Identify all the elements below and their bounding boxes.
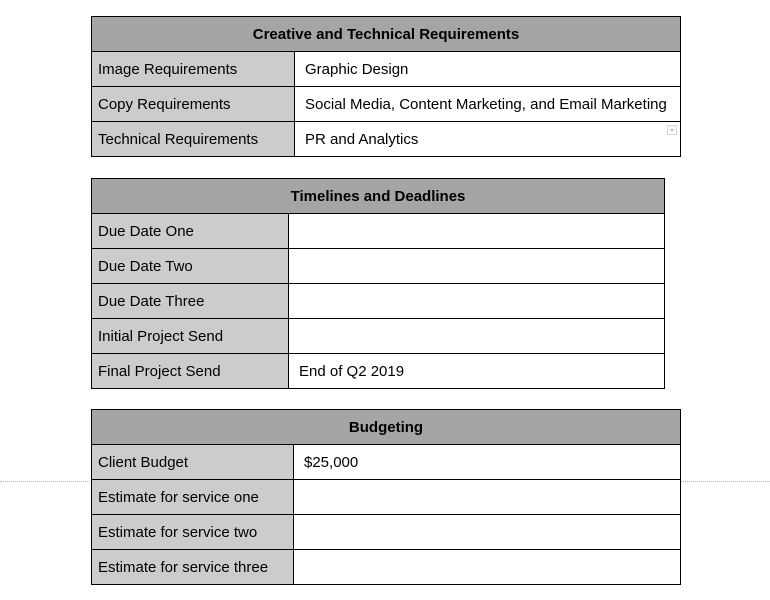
table-header-row xyxy=(92,17,681,52)
row-value[interactable]: Graphic Design xyxy=(295,52,681,87)
table-title[interactable]: Timelines and Deadlines xyxy=(92,179,665,214)
row-label[interactable]: Final Project Send xyxy=(92,354,289,389)
row-label[interactable]: Estimate for service one xyxy=(92,480,294,515)
row-label[interactable]: Technical Requirements xyxy=(92,122,295,157)
row-value: PR and Analytics xyxy=(305,130,419,148)
row-label[interactable]: Due Date Three xyxy=(92,284,289,319)
row-value-cell[interactable] xyxy=(295,122,681,157)
table-row xyxy=(92,515,681,550)
row-label[interactable]: Client Budget xyxy=(92,445,294,480)
row-label[interactable]: Image Requirements xyxy=(92,52,295,87)
row-value[interactable]: Social Media, Content Marketing, and Email Marketing xyxy=(295,87,681,122)
budgeting-table xyxy=(91,409,681,585)
table-row xyxy=(92,550,681,585)
row-label[interactable]: Due Date One xyxy=(92,214,289,249)
table-row xyxy=(92,480,681,515)
row-value[interactable] xyxy=(294,550,681,585)
row-label[interactable]: Due Date Two xyxy=(92,249,289,284)
row-value[interactable] xyxy=(289,319,665,354)
table-header-row xyxy=(92,410,681,445)
row-value[interactable] xyxy=(289,249,665,284)
table-row xyxy=(92,319,665,354)
row-label[interactable]: Estimate for service three xyxy=(92,550,294,585)
row-label[interactable]: Copy Requirements xyxy=(92,87,295,122)
table-row xyxy=(92,52,681,87)
table-title[interactable]: Budgeting xyxy=(92,410,681,445)
row-value[interactable]: End of Q2 2019 xyxy=(289,354,665,389)
table-row xyxy=(92,214,665,249)
table-row xyxy=(92,445,681,480)
table-header-row xyxy=(92,179,665,214)
table-row xyxy=(92,249,665,284)
table-row xyxy=(92,87,681,122)
row-value[interactable]: $25,000 xyxy=(294,445,681,480)
row-label[interactable]: Estimate for service two xyxy=(92,515,294,550)
row-value[interactable] xyxy=(294,515,681,550)
table-row xyxy=(92,122,681,157)
creative-requirements-table xyxy=(91,16,681,157)
cell-dropdown-icon[interactable] xyxy=(667,125,677,135)
table-row xyxy=(92,354,665,389)
row-value[interactable] xyxy=(289,214,665,249)
row-label[interactable]: Initial Project Send xyxy=(92,319,289,354)
row-value[interactable] xyxy=(294,480,681,515)
timelines-table xyxy=(91,178,665,389)
table-title[interactable]: Creative and Technical Requirements xyxy=(92,17,681,52)
table-row xyxy=(92,284,665,319)
row-value[interactable] xyxy=(289,284,665,319)
